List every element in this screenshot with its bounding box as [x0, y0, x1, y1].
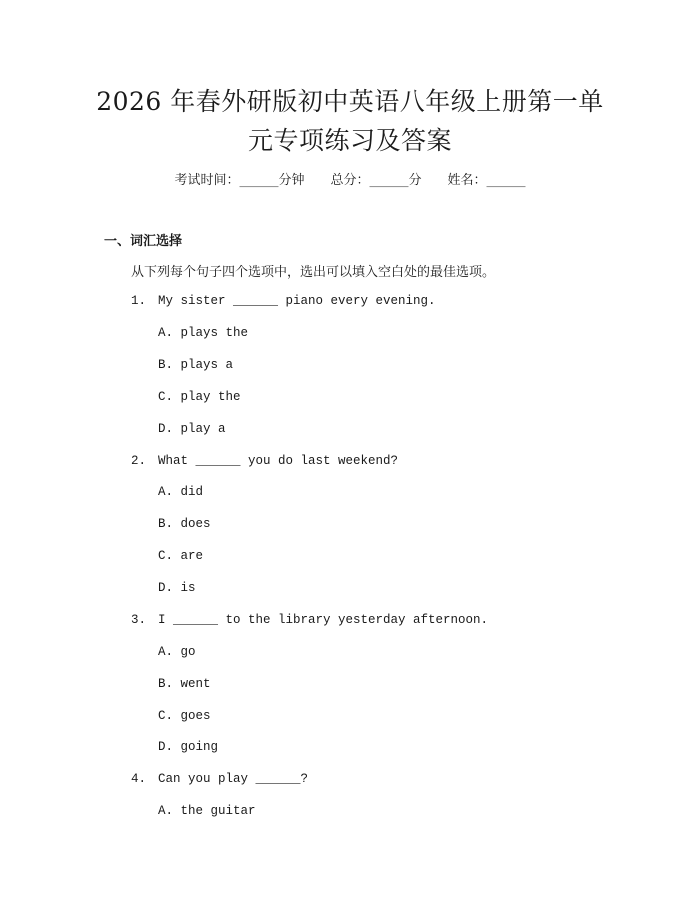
- total-score-field: 总分：______分: [330, 173, 422, 188]
- question-number: 2.: [131, 454, 147, 468]
- option-a: A. the guitar: [158, 804, 256, 818]
- option-a: A. go: [158, 645, 196, 659]
- option-b: B. went: [158, 677, 211, 691]
- option-b: B. does: [158, 517, 211, 531]
- question-text: Can you play ______?: [158, 772, 309, 786]
- question-text: My sister ______ piano every evening.: [158, 294, 436, 308]
- option-c: C. play the: [158, 390, 241, 404]
- document-title-line-2: 元专项练习及答案: [247, 126, 452, 155]
- option-c: C. goes: [158, 709, 211, 723]
- question-text: What ______ you do last weekend?: [158, 454, 399, 468]
- option-d: D. is: [158, 581, 196, 595]
- section-title: 一、词汇选择: [104, 234, 183, 249]
- option-d: D. going: [158, 740, 219, 754]
- question-number: 4.: [131, 772, 147, 786]
- option-a: A. did: [158, 485, 204, 499]
- exam-meta: [0, 169, 700, 188]
- section-instruction: 从下列每个句子四个选项中，选出可以填入空白处的最佳选项。: [131, 265, 496, 280]
- option-c: C. are: [158, 549, 204, 563]
- document-title-line-1: 2026 年春外研版初中英语八年级上册第一单: [96, 87, 604, 116]
- exam-time-field: 考试时间：______分钟: [174, 173, 305, 188]
- question-text: I ______ to the library yesterday afternoon.: [158, 613, 489, 627]
- question-number: 1.: [131, 294, 147, 308]
- option-b: B. plays a: [158, 358, 234, 372]
- option-a: A. plays the: [158, 326, 249, 340]
- student-name-field: 姓名：______: [447, 173, 526, 188]
- option-d: D. play a: [158, 422, 226, 436]
- question-number: 3.: [131, 613, 147, 627]
